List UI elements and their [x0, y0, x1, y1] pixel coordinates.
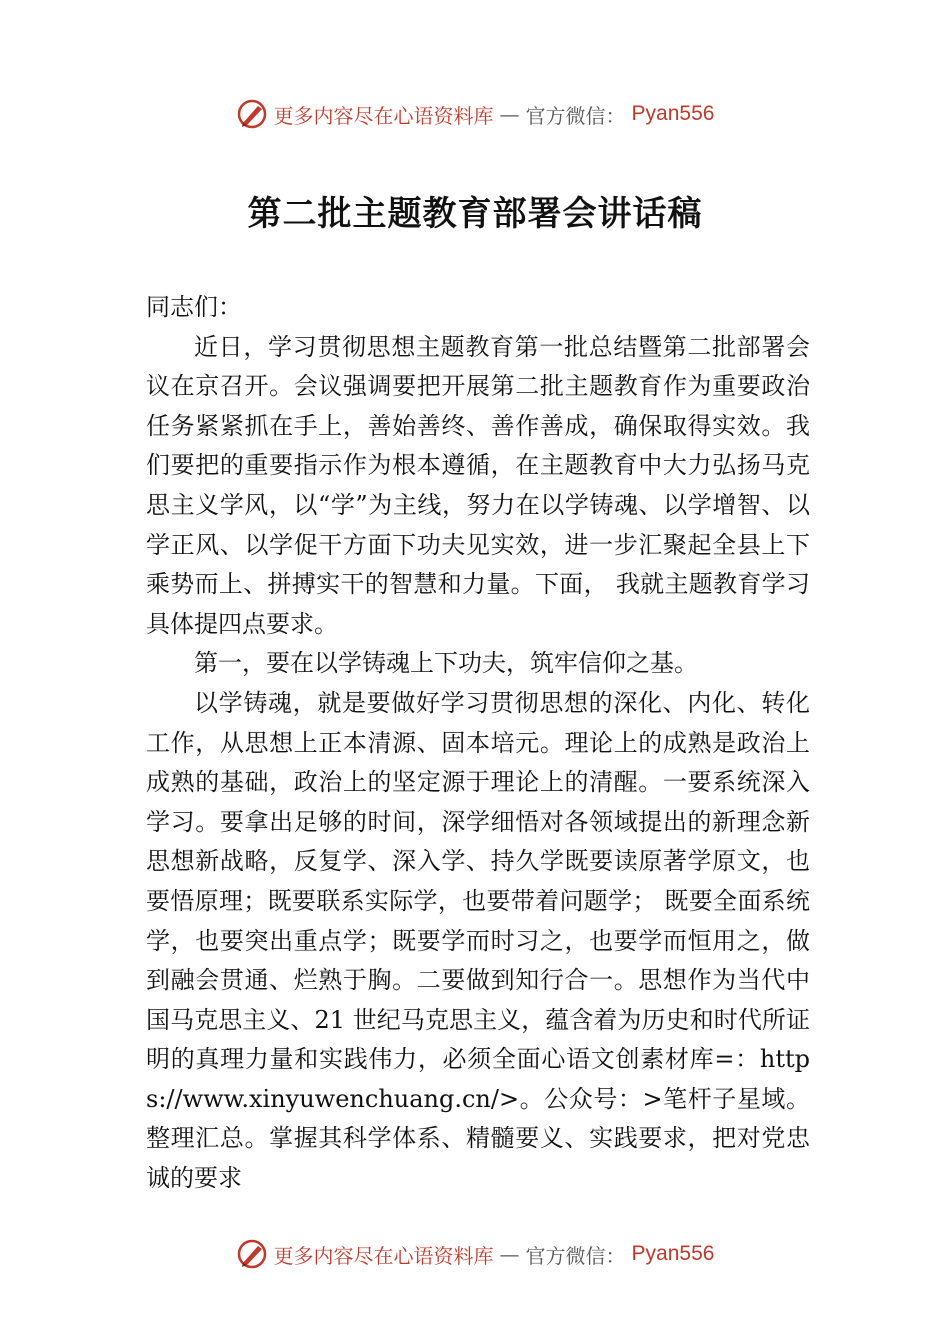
banner-wechat-label: 官方微信：: [525, 1243, 626, 1268]
paragraph-first-detail: 以学铸魂，就是要做好学习贯彻思想的深化、内化、转化工作，从思想上正本清源、固本培元。理论上的成熟是政治上成熟的基础，政治上的坚定源于理论上的清醒。一要系统深入学习。要拿出足够的时间，深学细悟对各领域提出的新理念新思想新战略，反复学、深入学、持久学既要读原著学原文，也要悟原理；既要联系实际学，也要带着问题学； 既要全面系统学，也要突出重点学；既要学而时习之，也要学而恒用之，做到融会贯通、烂熟于胸。二要做到知行合一。思想作为当代中国马克思主义、21 世纪马克思主义，蕴含着为历史和时代所证明的真理力量和实践伟力，必须全面心语文创素材库=：https://www.xinyuwenchuang.cn/>。公众号：>笔杆子星域。整理汇总。掌握其科学体系、精髓要义、实践要求，把对党忠诚的要求: [146, 688, 810, 1193]
banner-separator: —: [499, 1242, 520, 1266]
banner-brand-text: 更多内容尽在心语资料库: [273, 103, 494, 128]
banner-separator: —: [499, 102, 520, 126]
banner-wechat-label: 官方微信：: [525, 103, 626, 128]
header-watermark-banner: [0, 94, 950, 134]
banner-wechat-id: Pyan556: [631, 1242, 715, 1265]
document-body: [146, 288, 810, 1199]
pen-logo-icon: [236, 98, 268, 130]
pen-logo-icon: [236, 1238, 268, 1270]
document-title: 第二批主题教育部署会讲话稿: [247, 194, 703, 234]
salutation: 同志们：: [146, 293, 242, 321]
banner-brand-text: 更多内容尽在心语资料库: [273, 1243, 494, 1268]
banner-wechat-id: Pyan556: [631, 102, 715, 125]
footer-watermark-banner: [0, 1234, 950, 1274]
paragraph-heading-first: 第一，要在以学铸魂上下功夫，筑牢信仰之基。: [194, 649, 698, 678]
paragraph-intro: 近日，学习贯彻思想主题教育第一批总结暨第二批部署会议在京召开。会议强调要把开展第二批主题教育作为重要政治任务紧紧抓在手上，善始善终、善作善成，确保取得实效。我们要把的重要指示作为根本遵循，在主题教育中大力弘扬马克思主义学风，以“学”为主线，努力在以学铸魂、以学增智、以学正风、以学促干方面下功夫见实效，进一步汇聚起全县上下乘势而上、拼搏实干的智慧和力量。下面， 我就主题教育学习具体提四点要求。: [146, 332, 810, 638]
